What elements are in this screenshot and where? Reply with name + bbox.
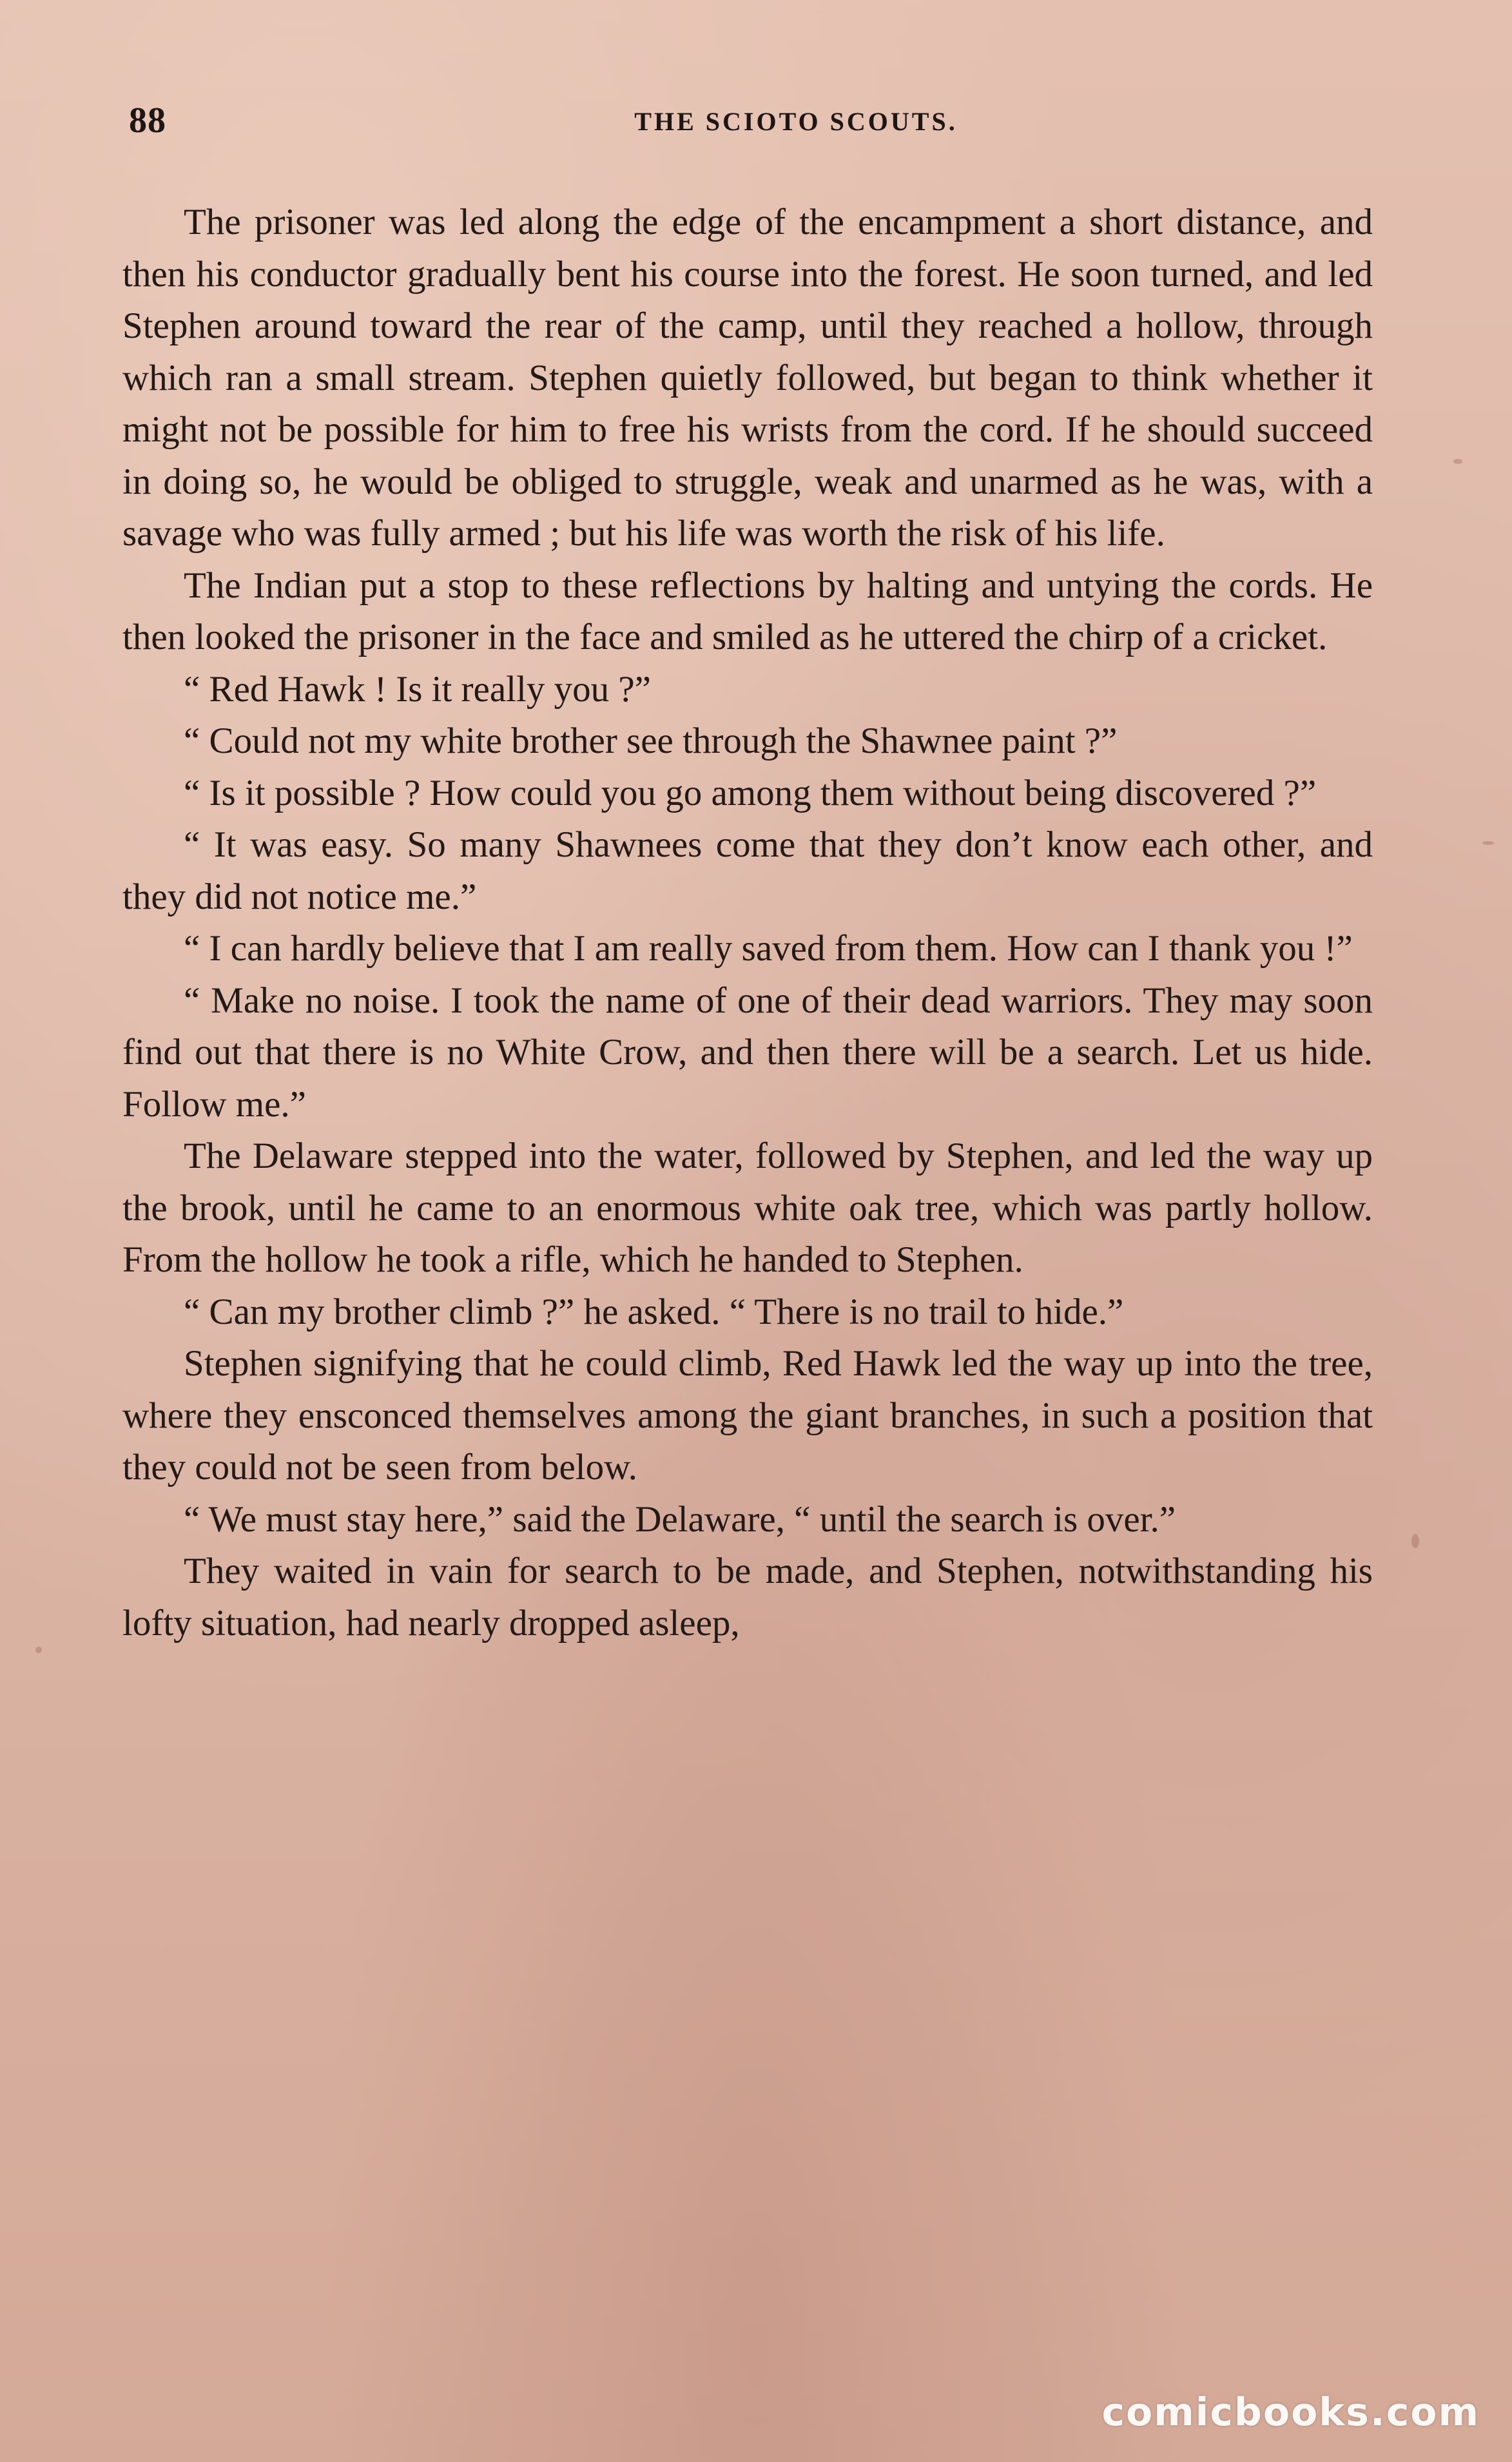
- paragraph: “ Can my brother climb ?” he asked. “ There is no trail to hide.”: [184, 1291, 1124, 1332]
- paragraph: “ Is it possible ? How could you go among them without being discovered ?”: [184, 772, 1317, 813]
- page-number: 88: [129, 101, 166, 141]
- stain-mark: [1411, 1534, 1419, 1548]
- stain-mark: [1453, 459, 1462, 464]
- paragraph: The Delaware stepped into the water, followed by Stephen, and led the way up the brook, until he came to an enormous white oak tree, which was partly hollow. From the hollow he took a rifle, which he handed to Stephen.: [122, 1136, 1373, 1280]
- paragraph: “ Red Hawk ! Is it really you ?”: [184, 668, 651, 710]
- paragraph: “ It was easy. So many Shawnees come that they don’t know each other, and they did not notice me.”: [122, 824, 1373, 917]
- stain-mark: [1482, 841, 1494, 845]
- paragraph: They waited in vain for search to be made, and Stephen, notwithstanding his lofty situation, had nearly dropped asleep,: [122, 1551, 1373, 1643]
- paragraph: “ Could not my white brother see through the Shawnee paint ?”: [184, 721, 1118, 761]
- paragraph: Stephen signifying that he could climb, Red Hawk led the way up into the tree, where they ensconced themselves among the giant branches, in such a position that they could not be seen from below.: [122, 1343, 1373, 1488]
- watermark: comicbooks.com: [1101, 2390, 1480, 2435]
- paragraph: “ We must stay here,” said the Delaware, “ until the search is over.”: [184, 1498, 1176, 1540]
- body-text: [122, 197, 1373, 1649]
- paragraph: The Indian put a stop to these reflections by halting and untying the cords. He then looked the prisoner in the face and smiled as he uttered the chirp of a cricket.: [122, 565, 1373, 657]
- stain-mark: [35, 1647, 42, 1653]
- running-title: THE SCIOTO SCOUTS.: [634, 107, 958, 136]
- running-head: [129, 100, 1366, 151]
- paragraph: “ Make no noise. I took the name of one of their dead warriors. They may soon find out that there is no White Crow, and then there will be a search. Let us hide. Follow me.”: [122, 980, 1373, 1125]
- paragraph: The prisoner was led along the edge of the encampment a short distance, and then his conductor gradually bent his course into the forest. He soon turned, and led Stephen around toward the rear of the camp, until they reached a hollow, through which ran a small stream. Stephen quietly followed, but began to think whether it might not be possible for him to free his wrists from the cord. If he should succeed in doing so, he would be obliged to struggle, weak and unarmed as he was, with a savage who was fully armed ; but his life was worth the risk of his life.: [122, 202, 1373, 554]
- paragraph: “ I can hardly believe that I am really saved from them. How can I thank you !”: [184, 928, 1353, 969]
